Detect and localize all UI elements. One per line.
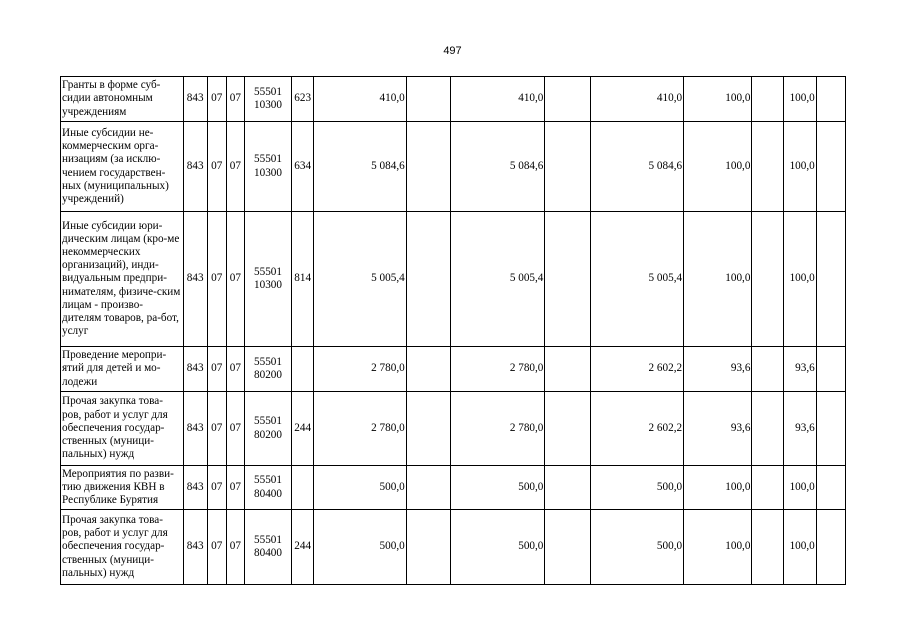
expense-type-code: 634 — [292, 122, 314, 212]
target-article — [244, 466, 291, 510]
executed-amount: 5 084,6 — [590, 122, 683, 212]
target-article-part-2: 10300 — [254, 279, 282, 291]
target-article-part-2: 10300 — [254, 99, 282, 111]
row-name: Иные субсидии не-коммерческим орга-низациям (за исклю-чением государствен-ных (муниципальных) учреждений) — [61, 122, 184, 212]
section-code: 07 — [207, 510, 226, 585]
target-article — [244, 347, 291, 392]
empty-cell — [752, 392, 783, 466]
target-article — [244, 510, 291, 585]
ministry-code: 843 — [183, 77, 207, 122]
empty-cell — [545, 212, 590, 347]
section-code: 07 — [207, 466, 226, 510]
empty-cell — [816, 510, 845, 585]
executed-amount: 5 005,4 — [590, 212, 683, 347]
table-row — [61, 122, 846, 212]
empty-cell — [816, 466, 845, 510]
ministry-code: 843 — [183, 392, 207, 466]
percent-2: 100,0 — [783, 77, 816, 122]
empty-cell — [816, 77, 845, 122]
expense-type-code: 244 — [292, 392, 314, 466]
ministry-code: 843 — [183, 466, 207, 510]
plan-amount-1: 2 780,0 — [314, 392, 406, 466]
empty-cell — [816, 122, 845, 212]
percent-2: 93,6 — [783, 392, 816, 466]
ministry-code: 843 — [183, 347, 207, 392]
executed-amount: 410,0 — [590, 77, 683, 122]
plan-amount-2: 5 084,6 — [450, 122, 544, 212]
percent-1: 100,0 — [684, 122, 752, 212]
expense-type-code — [292, 347, 314, 392]
target-article — [244, 392, 291, 466]
plan-amount-2: 2 780,0 — [450, 392, 544, 466]
empty-cell — [406, 77, 450, 122]
percent-2: 100,0 — [783, 212, 816, 347]
empty-cell — [752, 77, 783, 122]
percent-2: 93,6 — [783, 347, 816, 392]
subsection-code: 07 — [226, 466, 244, 510]
plan-amount-1: 2 780,0 — [314, 347, 406, 392]
page-number: 497 — [443, 45, 462, 57]
percent-1: 100,0 — [684, 466, 752, 510]
row-name: Проведение меропри-ятий для детей и мо-лодежи — [61, 347, 184, 392]
percent-2: 100,0 — [783, 510, 816, 585]
plan-amount-2: 410,0 — [450, 77, 544, 122]
percent-1: 100,0 — [684, 212, 752, 347]
table-row — [61, 510, 846, 585]
empty-cell — [406, 212, 450, 347]
empty-cell — [752, 347, 783, 392]
empty-cell — [752, 212, 783, 347]
empty-cell — [406, 347, 450, 392]
percent-1: 93,6 — [684, 392, 752, 466]
table-row — [61, 392, 846, 466]
plan-amount-1: 410,0 — [314, 77, 406, 122]
empty-cell — [545, 347, 590, 392]
executed-amount: 500,0 — [590, 466, 683, 510]
empty-cell — [406, 466, 450, 510]
executed-amount: 2 602,2 — [590, 347, 683, 392]
section-code: 07 — [207, 122, 226, 212]
subsection-code: 07 — [226, 347, 244, 392]
target-article-part-1: 55501 — [254, 265, 282, 278]
percent-2: 100,0 — [783, 122, 816, 212]
executed-amount: 500,0 — [590, 510, 683, 585]
empty-cell — [816, 392, 845, 466]
empty-cell — [406, 392, 450, 466]
percent-2: 100,0 — [783, 466, 816, 510]
row-name: Прочая закупка това-ров, работ и услуг для обеспечения государ-ственных (муници-пальных) нужд — [61, 510, 184, 585]
table-row — [61, 347, 846, 392]
empty-cell — [752, 122, 783, 212]
subsection-code: 07 — [226, 510, 244, 585]
target-article — [244, 212, 291, 347]
expense-type-code: 244 — [292, 510, 314, 585]
target-article-part-2: 80200 — [254, 369, 282, 381]
percent-1: 100,0 — [684, 77, 752, 122]
plan-amount-1: 5 005,4 — [314, 212, 406, 347]
expense-type-code: 814 — [292, 212, 314, 347]
target-article-part-1: 55501 — [254, 533, 282, 546]
empty-cell — [406, 122, 450, 212]
empty-cell — [545, 510, 590, 585]
target-article-part-2: 10300 — [254, 166, 282, 179]
target-article-part-2: 80200 — [254, 428, 282, 441]
percent-1: 93,6 — [684, 347, 752, 392]
target-article-part-1: 55501 — [254, 474, 282, 487]
target-article — [244, 122, 291, 212]
empty-cell — [752, 510, 783, 585]
section-code: 07 — [207, 77, 226, 122]
table-row — [61, 77, 846, 122]
plan-amount-1: 5 084,6 — [314, 122, 406, 212]
row-name: Гранты в форме суб-сидии автономным учреждениям — [61, 77, 184, 122]
target-article-part-1: 55501 — [254, 355, 282, 368]
empty-cell — [545, 122, 590, 212]
table-row — [61, 212, 846, 347]
plan-amount-2: 500,0 — [450, 510, 544, 585]
target-article-part-2: 80400 — [254, 547, 282, 559]
subsection-code: 07 — [226, 392, 244, 466]
row-name: Иные субсидии юри-дическим лицам (кро-ме некоммерческих организаций), инди-видуальным предпри-нимателям, физиче-ским лицам - произво-дителям товаров, ра-бот, услуг — [61, 212, 184, 347]
row-name: Прочая закупка това-ров, работ и услуг для обеспечения государ-ственных (муници-пальных) нужд — [61, 392, 184, 466]
section-code: 07 — [207, 212, 226, 347]
empty-cell — [816, 347, 845, 392]
target-article-part-1: 55501 — [254, 415, 282, 428]
plan-amount-1: 500,0 — [314, 466, 406, 510]
plan-amount-1: 500,0 — [314, 510, 406, 585]
empty-cell — [752, 466, 783, 510]
empty-cell — [545, 466, 590, 510]
plan-amount-2: 2 780,0 — [450, 347, 544, 392]
subsection-code: 07 — [226, 212, 244, 347]
expense-type-code — [292, 466, 314, 510]
plan-amount-2: 500,0 — [450, 466, 544, 510]
ministry-code: 843 — [183, 212, 207, 347]
target-article-part-2: 80400 — [254, 487, 282, 500]
expense-type-code: 623 — [292, 77, 314, 122]
section-code: 07 — [207, 347, 226, 392]
ministry-code: 843 — [183, 510, 207, 585]
executed-amount: 2 602,2 — [590, 392, 683, 466]
subsection-code: 07 — [226, 122, 244, 212]
empty-cell — [406, 510, 450, 585]
table-body — [61, 77, 846, 585]
empty-cell — [545, 392, 590, 466]
empty-cell — [545, 77, 590, 122]
target-article-part-1: 55501 — [254, 85, 282, 98]
empty-cell — [816, 212, 845, 347]
subsection-code: 07 — [226, 77, 244, 122]
row-name: Мероприятия по разви-тию движения КВН в Республике Бурятия — [61, 466, 184, 510]
target-article — [244, 77, 291, 122]
target-article-part-1: 55501 — [254, 153, 282, 166]
plan-amount-2: 5 005,4 — [450, 212, 544, 347]
percent-1: 100,0 — [684, 510, 752, 585]
section-code: 07 — [207, 392, 226, 466]
ministry-code: 843 — [183, 122, 207, 212]
table-row — [61, 466, 846, 510]
budget-table — [60, 76, 846, 585]
